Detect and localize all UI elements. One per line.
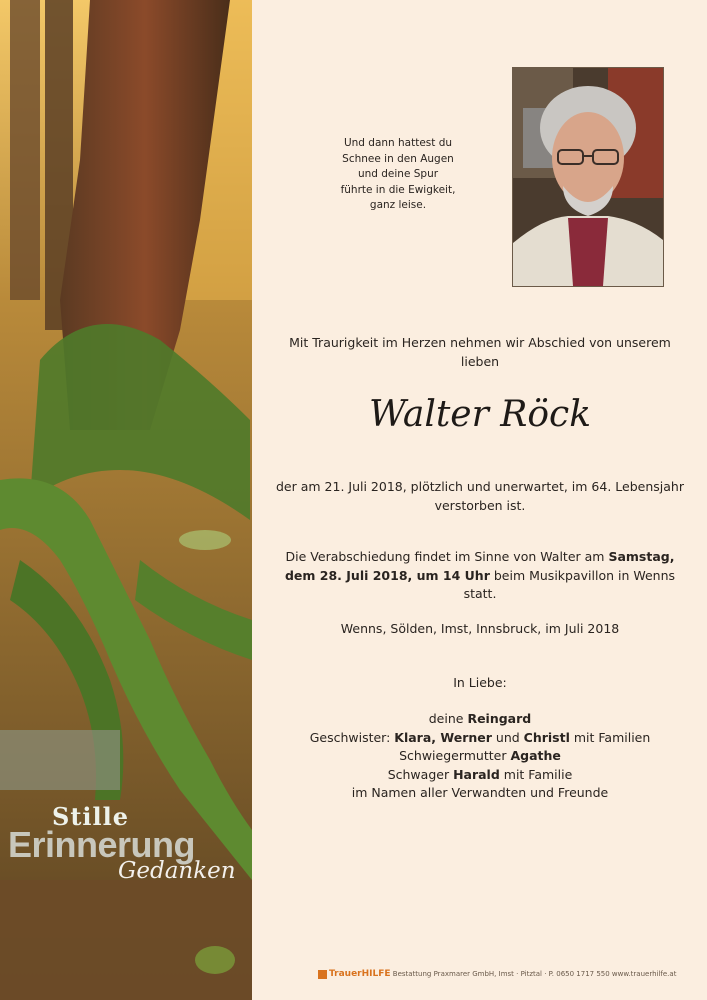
footer-brand: TrauerHILFE (329, 969, 391, 979)
family-text: Geschwister: (309, 729, 395, 745)
places-date: Wenns, Sölden, Imst, Innsbruck, im Juli 2018 (340, 621, 620, 636)
trauerhilfe-logo-icon (318, 970, 327, 979)
poem-line: Und dann hattest du (343, 137, 453, 149)
family-name: Agathe (510, 748, 561, 763)
poem-line: und deine Spur (357, 168, 439, 180)
intro-text: Mit Traurigkeit im Herzen nehmen wir Abschied von unserem lieben (289, 335, 671, 369)
death-notice: der am 21. Juli 2018, plötzlich und unerwartet, im 64. Lebensjahr verstorben ist. (276, 479, 684, 513)
family-text: Schwiegermutter (399, 748, 511, 763)
family-name: Klara, Werner (394, 729, 492, 745)
overlay-stille: Stille (52, 802, 130, 831)
family-name: Christl (523, 729, 570, 745)
poem-line: führte in die Ewigkeit, (340, 183, 456, 196)
family-line (275, 747, 685, 766)
farewell-date: Samstag, dem 28. Juli 2018, um 14 Uhr (284, 549, 675, 583)
farewell-part2: beim Musikpavillon in Wenns statt. (463, 567, 676, 601)
overlay-gedanken: Gedanken (118, 858, 236, 884)
portrait-photo (512, 67, 664, 287)
farewell-part1: Die Verabschiedung findet im Sinne von Walter am (285, 549, 609, 564)
poem-line: Schnee in den Augen (342, 152, 454, 165)
family-list (275, 710, 685, 803)
family-name: Harald (453, 766, 500, 782)
in-love-heading: In Liebe: (453, 675, 507, 690)
family-line: im Namen aller Verwandten und Freunde (351, 785, 609, 800)
family-text: mit Familie (499, 766, 573, 782)
family-text: und (491, 729, 524, 745)
family-line (275, 710, 685, 729)
footer-contact: Bestattung Praxmarer GmbH, Imst · Pitztal · P. 0650 1717 550 www.trauerhilfe.at (392, 970, 677, 978)
family-text: Schwager (387, 766, 454, 782)
family-line (275, 729, 685, 748)
family-line (275, 766, 685, 785)
footer (318, 969, 676, 979)
family-text: deine (428, 711, 468, 726)
overlay-erinnerung: Erinnerung (8, 824, 196, 865)
farewell-notice (275, 548, 685, 604)
family-text: mit Familien (569, 729, 651, 745)
family-name: Reingard (467, 711, 532, 726)
poem-line: ganz leise. (369, 199, 427, 211)
forest-photo (0, 0, 252, 1000)
portrait-illustration (513, 68, 663, 286)
deceased-name: Walter Röck (368, 394, 592, 435)
poem (318, 136, 478, 214)
